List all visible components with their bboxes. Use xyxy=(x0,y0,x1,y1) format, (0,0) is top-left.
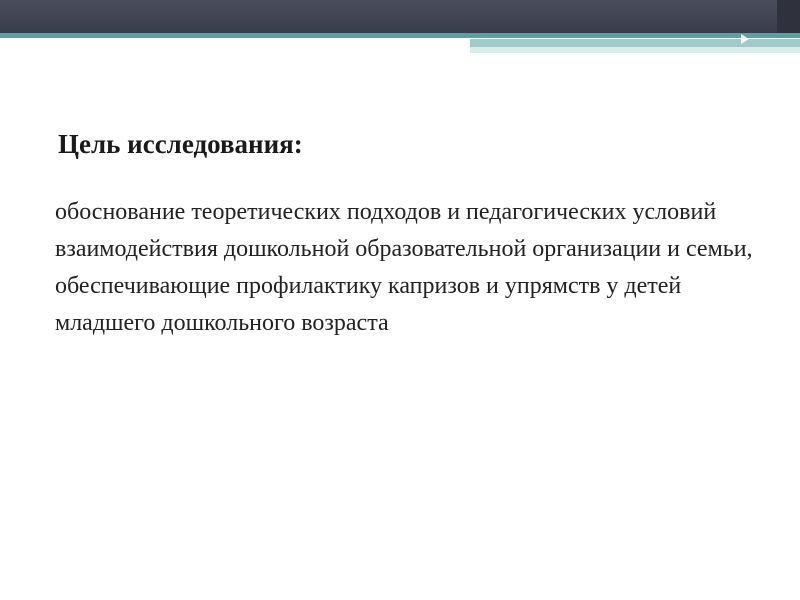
accent-strip-faint xyxy=(470,47,800,53)
slide-title: Цель исследования: xyxy=(58,129,303,159)
header-bar-corner xyxy=(777,0,800,33)
header-bar xyxy=(0,0,800,33)
slide-body-text: обоснование теоретических подходов и педагогических условий взаимодействия дошкольной образовательной организации и семьи, обеспечивающие профилактику капризов и упрямств у детей младшего дошкольного возраста xyxy=(55,199,753,336)
arrow-line xyxy=(600,38,741,39)
accent-strip-light xyxy=(470,39,800,47)
arrow-icon xyxy=(741,34,749,44)
